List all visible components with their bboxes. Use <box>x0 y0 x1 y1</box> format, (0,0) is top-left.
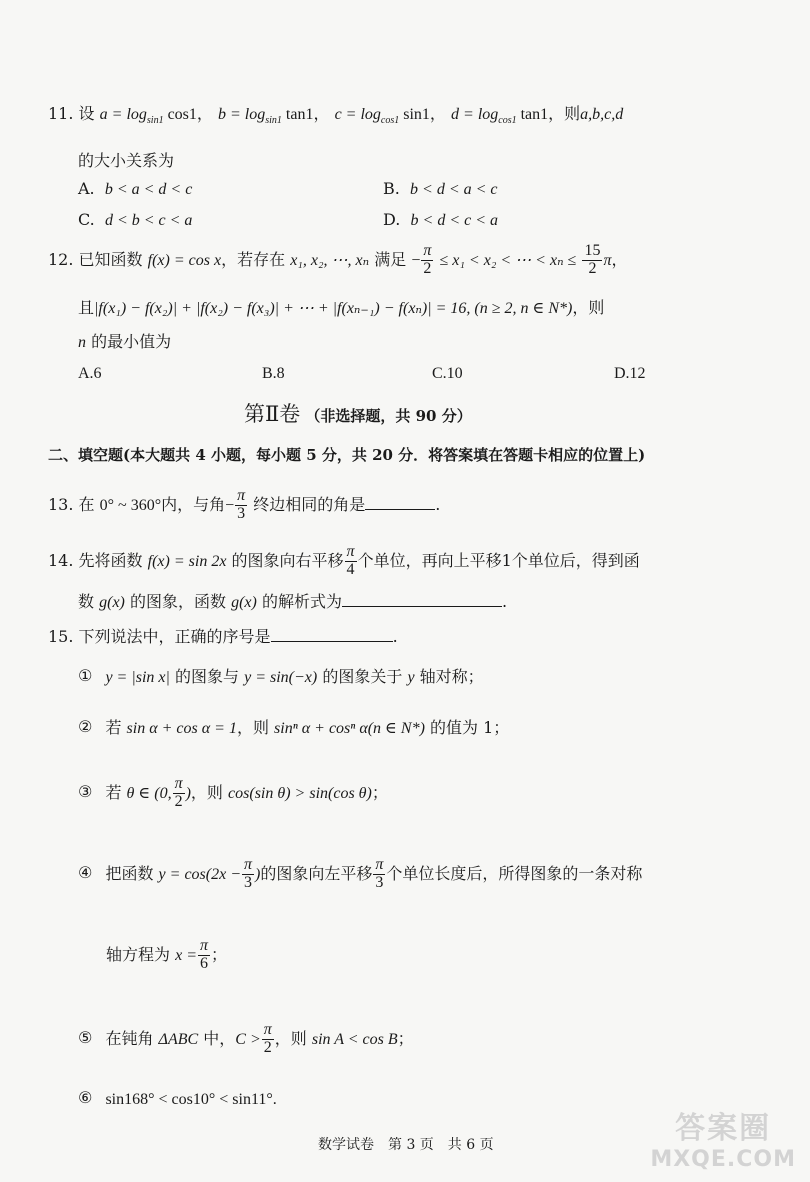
fraction-pi-over-2: $\frac{\pi}{2}$ <box>174 775 183 810</box>
fraction-pi-over-4: $\frac{\pi}{4}$ <box>346 543 355 578</box>
q12-line3: n 的最小值为 <box>78 332 172 351</box>
q11-line1: 11. 设 $a = \log_{sin1} \cos 1$， $b = \log_{sin1} \tan 1$， $c = \log_{cos1} \sin 1$， $d = \log_{cos1} \tan 1$，则a,b,c,d <box>48 104 624 127</box>
q12-option-a: A.6 <box>78 365 102 382</box>
q15-item-6: ⑥ sin168° < cos10° < sin11°. <box>78 1088 277 1108</box>
q14-line2: 数 g(x) 的图象，函数 g(x) 的解析式为 . <box>78 592 508 611</box>
q14-line1: 14. 先将函数 f(x) = sin 2x 的图象向右平移 $\frac{\pi}{4}$ 个单位，再向上平移1个单位后，得到函 <box>48 543 640 578</box>
q11-option-d: D. b < d < c < a <box>383 210 499 229</box>
page-footer: 数学试卷 第 3 页 共 6 页 <box>318 1137 494 1153</box>
fraction-pi-over-3-shift: $\frac{\pi}{3}$ <box>375 856 384 891</box>
q11-option-c: C. d < b < c < a <box>78 210 193 229</box>
q15-item-1: ① y = |sin x| 的图象与 y = sin(−x) 的图象关于 y 轴对称； <box>78 666 484 686</box>
fraction-pi-over-2: $\frac{\pi}{2}$ <box>423 242 432 277</box>
q12-option-b: B.8 <box>262 365 285 382</box>
q12-option-c: C.10 <box>432 365 463 382</box>
watermark-logo <box>650 1103 796 1172</box>
q15-answer-blank[interactable] <box>271 627 393 642</box>
q15-item-3: ③ 若 θ ∈ (0, $\frac{\pi}{2}$ )，则 cos(sin θ) > sin(cos θ)； <box>78 775 388 810</box>
q15-line: 15. 下列说法中，正确的序号是 . <box>48 627 398 646</box>
watermark-site-text: MXQE.COM <box>650 1147 796 1172</box>
q11-option-b: B. b < d < a < c <box>383 179 498 198</box>
q11-option-a: A. b < a < d < c <box>78 179 193 198</box>
q13-line: 13. 在 0° ~ 360°内，与角− $\frac{\pi}{3}$ 终边相同的角是 . <box>48 487 441 522</box>
q14-answer-blank[interactable] <box>342 592 502 607</box>
section-title: 第Ⅱ卷 （非选择题，共 90 分） <box>244 402 472 426</box>
fraction-pi-over-3: $\frac{\pi}{3}$ <box>237 487 246 522</box>
q12-line2: 且|f(x₁) − f(x₂)| + |f(x₂) − f(x₃)| + ⋯ + |f(xₙ₋₁) − f(xₙ)| = 16, (n ≥ 2, n ∈ N*)，则 <box>78 298 605 317</box>
watermark-logo-text: 答案圈 <box>675 1111 772 1146</box>
q15-item-5: ⑤ 在钝角 ΔABC 中，C > $\frac{\pi}{2}$ ，则 sin A < cos B； <box>78 1021 414 1056</box>
q15-item-4: ④ 把函数 y = cos(2x − $\frac{\pi}{3}$ )的图象向左平移 $\frac{\pi}{3}$ 个单位长度后，所得图象的一条对称 <box>78 856 643 891</box>
q12-option-d: D.12 <box>614 365 646 382</box>
fraction-15-over-2: $\frac{15}{2}$ <box>584 242 601 277</box>
q15-item-4-line2: 轴方程为 x = $\frac{\pi}{6}$ ； <box>106 937 228 972</box>
q15-item-2: ② 若 sin α + cos α = 1，则 sinⁿ α + cosⁿ α(n ∈ N*) 的值为 1； <box>78 717 510 737</box>
q12-line1: 12. 已知函数 f(x) = cos x，若存在 x₁, x₂, ⋯, xₙ 满足 − $\frac{\pi}{2}$ ≤ x₁ < x₂ < ⋯ < xₙ ≤ $\frac{15}{2}$ π， <box>48 242 628 277</box>
q11-line2: 的大小关系为 <box>78 151 175 170</box>
fraction-pi-over-6: $\frac{\pi}{6}$ <box>200 937 209 972</box>
q13-answer-blank[interactable] <box>365 495 435 510</box>
fraction-pi-over-2: $\frac{\pi}{2}$ <box>263 1021 272 1056</box>
section-part2-heading: 二、填空题(本大题共 4 小题，每小题 5 分，共 20 分．将答案填在答题卡相应的位置上) <box>48 446 646 464</box>
fraction-pi-over-3: $\frac{\pi}{3}$ <box>244 856 253 891</box>
